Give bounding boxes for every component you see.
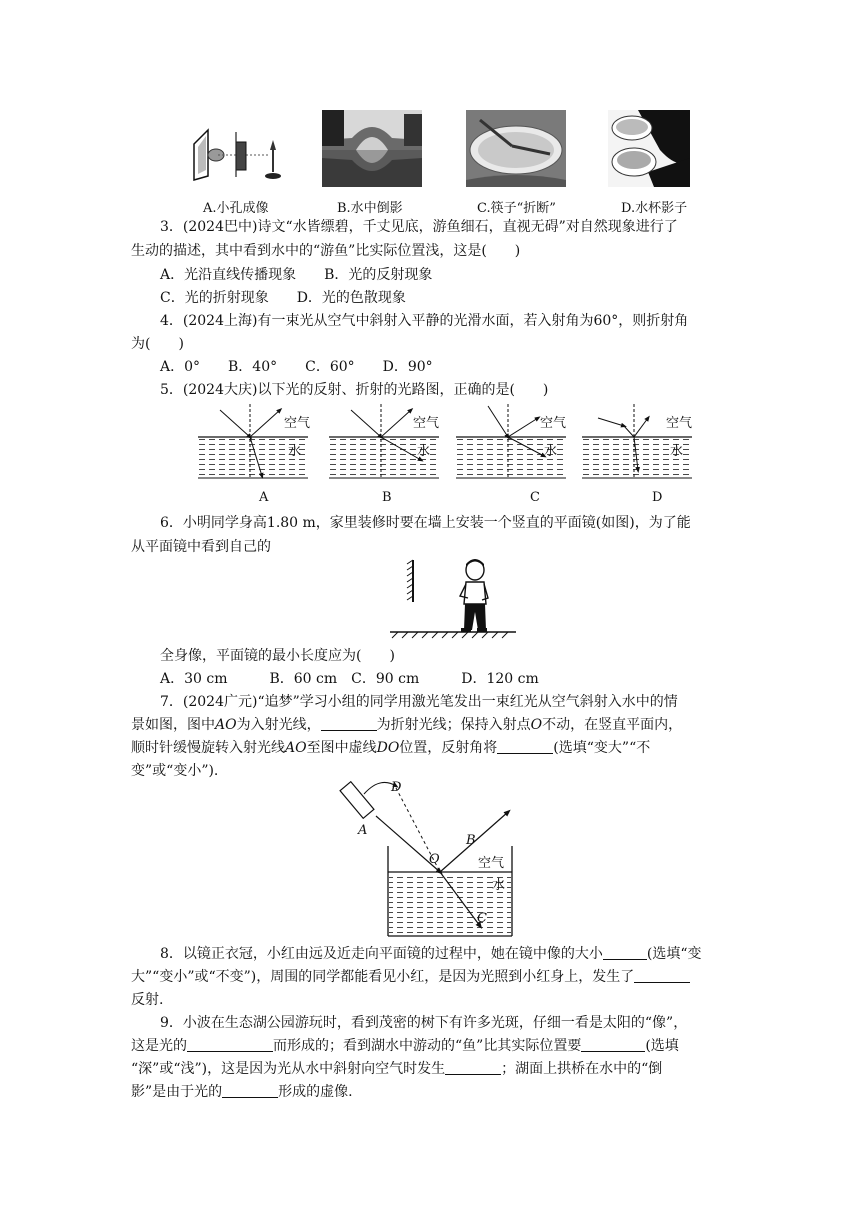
- figure-cup-shadow-photo: [608, 110, 690, 187]
- q9-blank-light-spots[interactable]: [187, 1037, 273, 1052]
- q5-diagrams: [198, 402, 698, 482]
- q7-label-o: O: [429, 852, 440, 867]
- caption-b: B.水中倒影: [337, 201, 403, 216]
- q6-stem-line2: 从平面镜中看到自己的: [131, 539, 271, 555]
- q7-stem-line1: 7．(2024广元)“追梦”学习小组的同学用激光笔发出一束红光从空气斜射入水中的情: [160, 694, 678, 710]
- q5-a-air-label: 空气: [284, 416, 311, 431]
- q5-stem: 5．(2024大庆)以下光的反射、折射的光路图，正确的是( ): [160, 382, 549, 398]
- q7-stem-line4: 变”或“变小”).: [131, 763, 219, 779]
- q7-text: 至图中虚线: [306, 740, 377, 756]
- q7-label-c: C: [477, 911, 487, 926]
- q4-stem-line1: 4．(2024上海)有一束光从空气中斜射入平静的光滑水面，若入射角为60°，则折射角: [160, 313, 689, 329]
- q4-options: A．0° B．40° C．60° D．90°: [160, 359, 433, 375]
- q3-options-row2: C．光的折射现象 D．光的色散现象: [160, 290, 406, 306]
- q7-label-air: 空气: [478, 856, 505, 871]
- q7-text: 为入射光线，: [236, 717, 321, 733]
- q7-label-water: 水: [492, 878, 506, 893]
- q7-blank-reflection-angle[interactable]: [497, 739, 553, 754]
- q7-ray-ao: AO: [215, 717, 237, 733]
- q7-text: (选填“变大”“不: [553, 740, 651, 756]
- q8-stem-line2: [131, 966, 690, 988]
- q5-option-a: A: [259, 490, 269, 505]
- pinhole-camera-illustration: [188, 122, 288, 184]
- q9-text: 形成的虚像.: [278, 1084, 353, 1100]
- q9-stem-line4: [131, 1081, 353, 1103]
- q7-point-o: O: [530, 717, 543, 733]
- q9-text: 而形成的；看到湖水中游动的“鱼”比其实际位置要: [273, 1038, 582, 1054]
- q8-blank-image-size[interactable]: [603, 945, 647, 960]
- q3-options-row1: A．光沿直线传播现象 B．光的反射现象: [160, 267, 433, 283]
- q7-stem-line2: [131, 714, 682, 736]
- q5-b-air-label: 空气: [413, 416, 440, 431]
- q9-blank-depth[interactable]: [581, 1037, 645, 1052]
- caption-c: C.筷子“折断”: [477, 201, 556, 216]
- q5-d-water-label: 水: [670, 444, 684, 459]
- q9-text: ；湖面上拱桥在水中的“倒: [501, 1061, 663, 1077]
- caption-d: D.水杯影子: [621, 201, 688, 216]
- q9-stem-line2: [131, 1035, 679, 1057]
- q6-mirror-figure: [388, 558, 518, 640]
- q6-stem-line1: 6．小明同学身高1.80 m，家里装修时要在墙上安装一个竖直的平面镜(如图)，为了能: [160, 515, 691, 531]
- q9-text: 影”是由于光的: [131, 1084, 223, 1100]
- q7-ray-ao: AO: [285, 740, 307, 756]
- q8-blank-reflection-type[interactable]: [634, 968, 690, 983]
- q8-stem-line3: 反射.: [131, 992, 164, 1008]
- q9-text: “深”或“浅”)，这是因为光从水中斜射向空气时发生: [131, 1061, 446, 1077]
- q9-blank-refraction[interactable]: [445, 1060, 501, 1075]
- q3-stem-line1: 3．(2024巴中)诗文“水皆缥碧，千丈见底，游鱼细石，直视无碍”对自然现象进行了: [160, 219, 678, 235]
- q5-d-air-label: 空气: [666, 416, 693, 431]
- caption-a: A.小孔成像: [203, 201, 269, 216]
- q6-stem-line3: 全身像，平面镜的最小长度应为( ): [160, 648, 395, 664]
- q7-label-d: D: [391, 780, 402, 795]
- q9-stem-line3: [131, 1058, 662, 1080]
- q6-options: A．30 cm B．60 cm C．90 cm D．120 cm: [160, 671, 539, 687]
- q8-text: (选填“变: [646, 946, 702, 962]
- q5-b-water-label: 水: [417, 444, 431, 459]
- q5-option-c: C: [530, 490, 540, 505]
- q8-text: 8．以镜正衣冠，小红由远及近走向平面镜的过程中，她在镜中像的大小: [160, 946, 603, 962]
- q9-blank-reflection[interactable]: [222, 1083, 278, 1098]
- q7-stem-line3: [131, 737, 650, 759]
- q5-c-air-label: 空气: [540, 416, 567, 431]
- q7-label-b: B: [466, 833, 476, 848]
- q5-option-d: D: [652, 490, 663, 505]
- q9-text: (选填: [645, 1038, 679, 1054]
- q8-stem-line1: [160, 943, 702, 965]
- figure-pinhole: [188, 122, 288, 184]
- q5-option-b: B: [382, 490, 392, 505]
- q5-a-water-label: 水: [288, 444, 302, 459]
- q7-label-a: A: [358, 823, 368, 838]
- q4-stem-line2: 为( ): [131, 336, 184, 352]
- q7-text: 为折射光线；保持入射点: [376, 717, 531, 733]
- figure-bridge-photo: [322, 110, 422, 187]
- q7-text: 景如图，图中: [131, 717, 215, 733]
- figure-chopsticks-photo: [466, 110, 566, 187]
- q7-text: 顺时针缓慢旋转入射光线: [131, 740, 285, 756]
- q7-text: 不动，在竖直平面内，: [542, 717, 683, 733]
- q7-text: 位置，反射角将: [399, 740, 498, 756]
- q5-c-water-label: 水: [544, 444, 558, 459]
- q7-line-do: DO: [376, 740, 400, 756]
- q7-blank-refracted-ray[interactable]: [321, 716, 377, 731]
- q3-stem-line2: 生动的描述，其中看到水中的“游鱼”比实际位置浅，这是( ): [131, 243, 521, 259]
- q9-text: 这是光的: [131, 1038, 187, 1054]
- q9-stem-line1: 9．小波在生态湖公园游玩时，看到茂密的树下有许多光斑，仔细一看是太阳的“像”，: [160, 1015, 688, 1031]
- q8-text: 大”“变小”或“不变”)，周围的同学都能看见小红，是因为光照到小红身上，发生了: [131, 969, 635, 985]
